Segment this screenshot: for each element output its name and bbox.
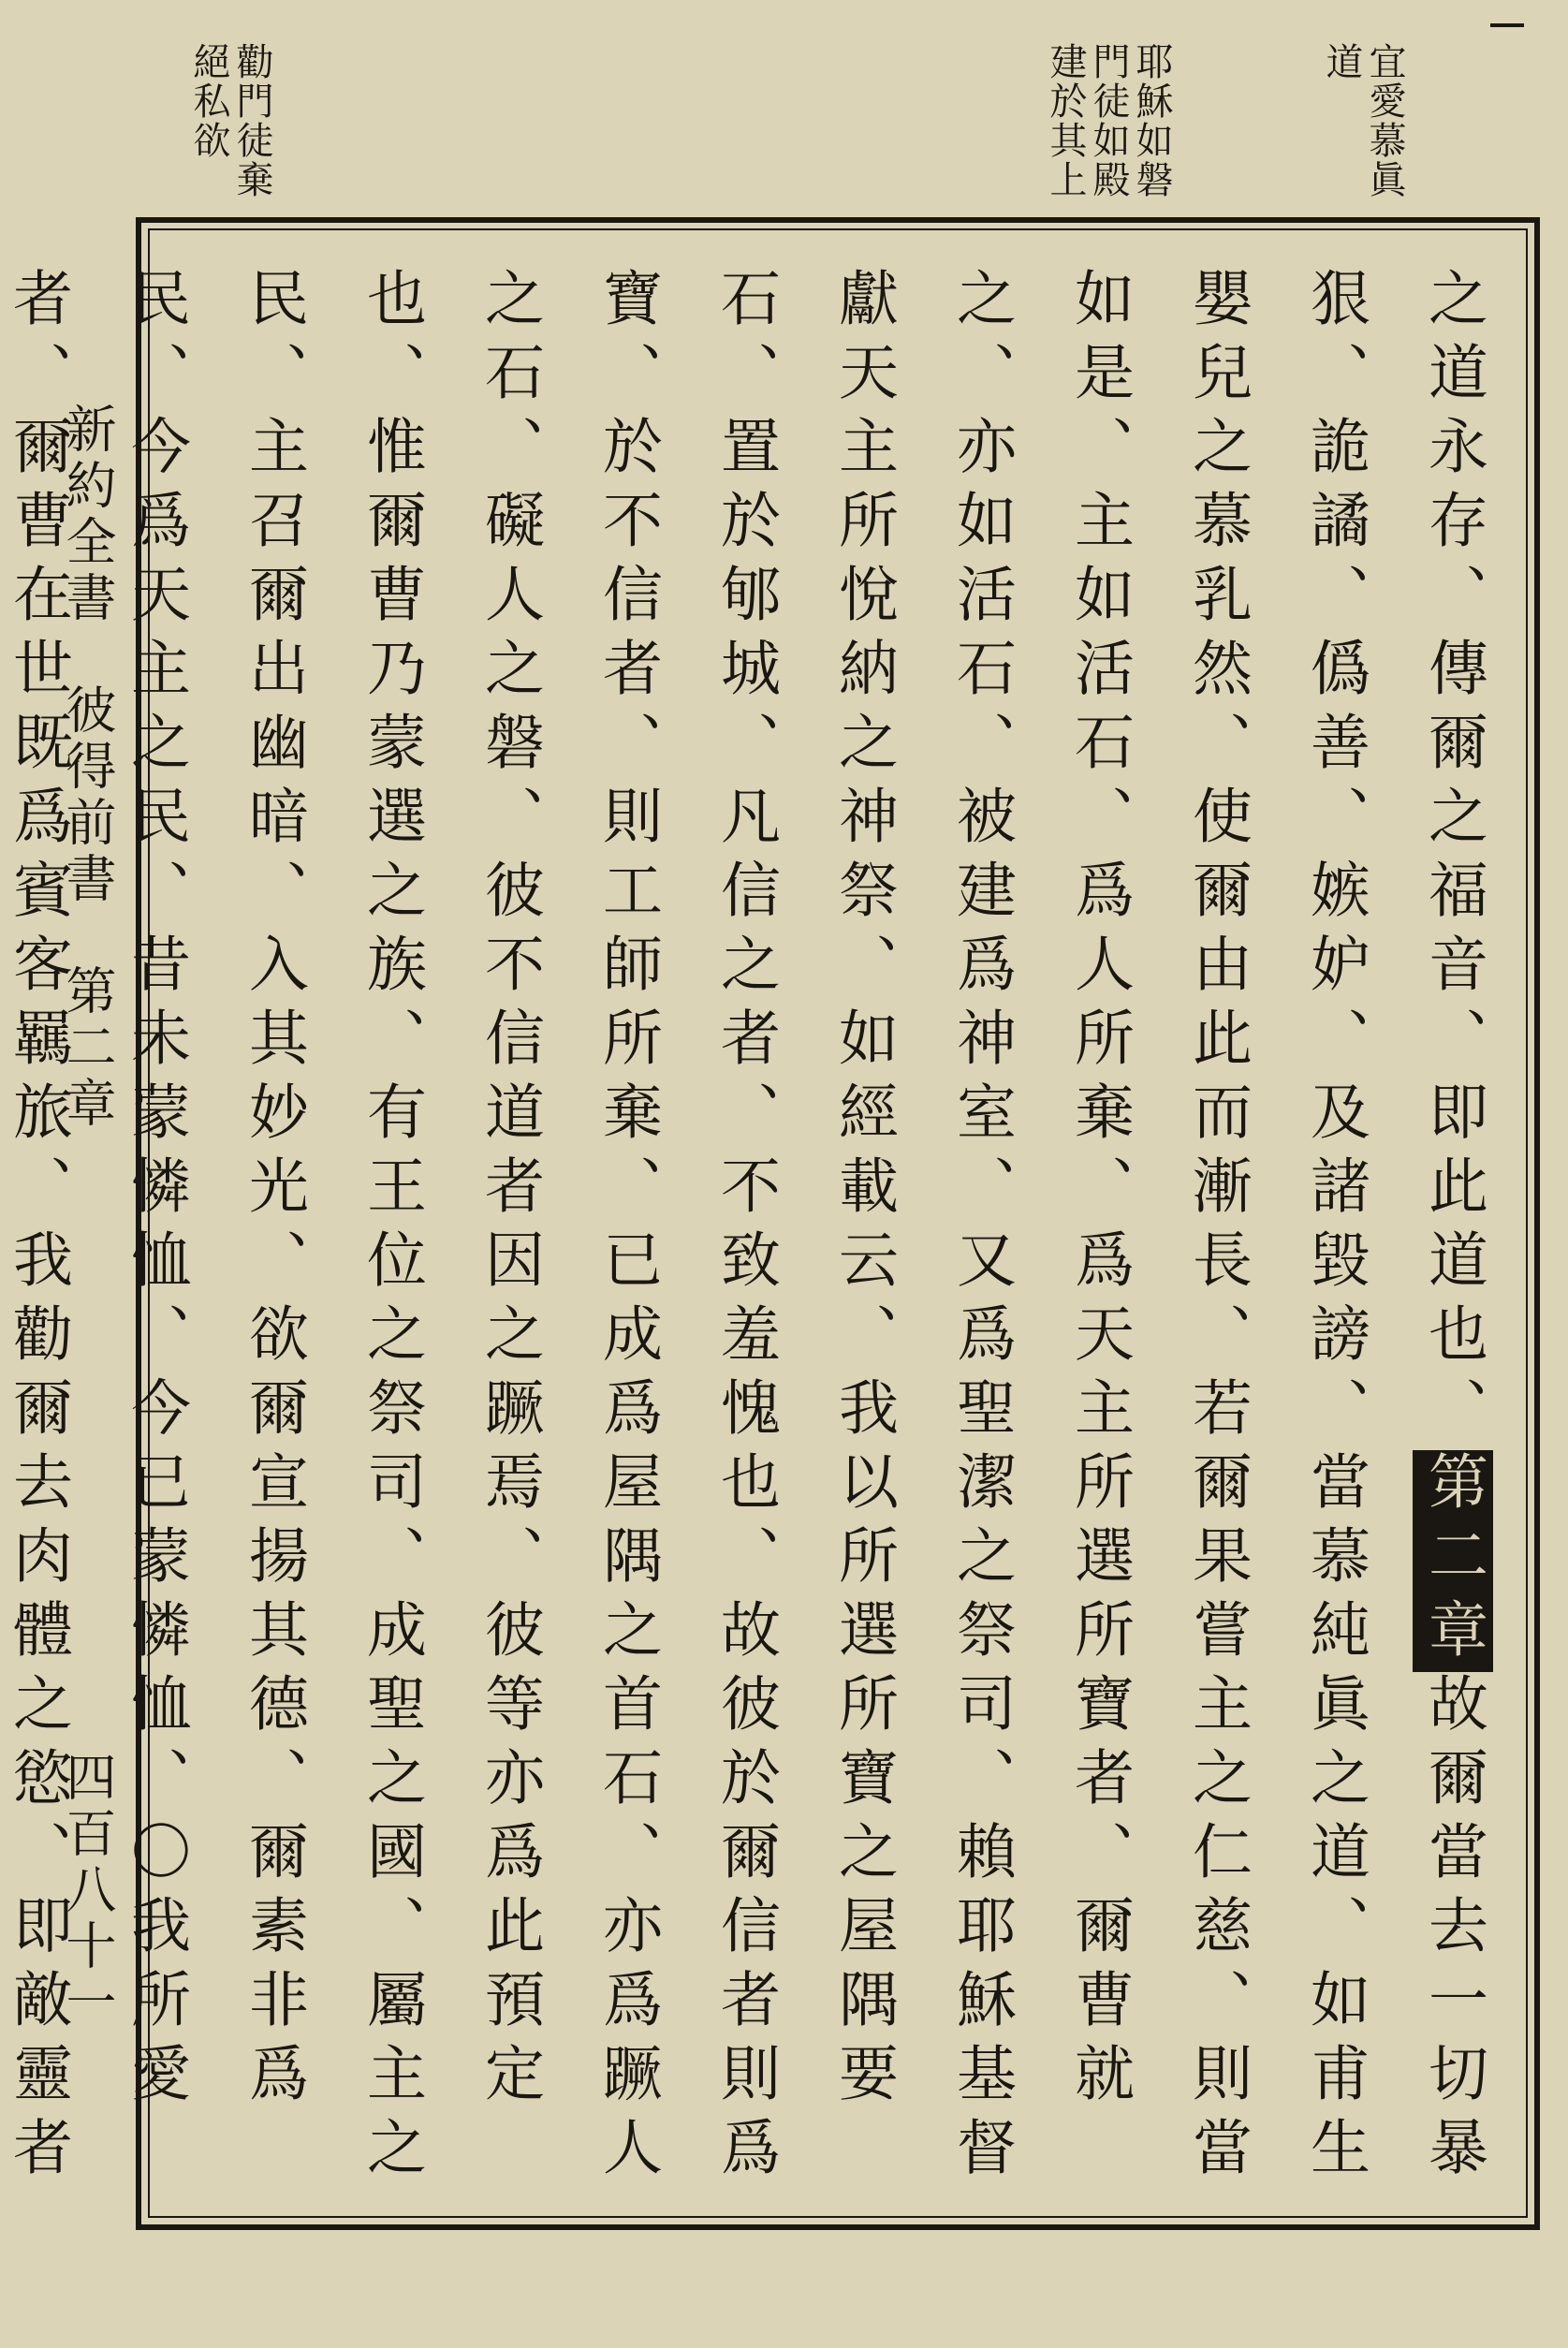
text-after-chapter: 故爾當去一切暴狠、詭譎、僞善、嫉妒、及諸毀謗、當慕純眞之道、如甫生嬰兒之慕乳然、使爾由此而漸長、若爾果嘗主之仁慈、則當如是、主如活石、爲人所棄、爲天主所選所寶者、爾曹就之、亦如活石、被建爲神室、又爲聖潔之祭司、賴耶穌基督獻天主所悅納之神祭、如經載云、我以所選所寶之屋隅要石、置於郇城、凡信之者、不致羞愧也、故彼於爾信者則爲寶、於不信者、則工師所棄、已成爲屋隅之首石、亦爲蹶人之石、礙人之磐、彼不信道者因之蹶焉、彼等亦爲此預定也、惟爾曹乃蒙選之族、有王位之祭司、成聖之國、屬主之民、主召爾出幽暗、入其妙光、欲爾宣揚其德、爾素非爲民、今爲天主之民、昔未蒙憐恤、今已蒙憐恤、〇我所愛者、爾曹在世既爲賓客羈旅、我勸爾去肉體之慾、即敵靈者 <box>3 267 1487 2190</box>
page-number: 四百八十一 <box>58 1751 117 2032</box>
text-before-chapter: 之道永存、傳爾之福音、即此道也、 <box>1418 267 1487 1450</box>
margin-note-2: 耶穌如磐門徒如殿建於其上 <box>1044 42 1173 199</box>
top-dash <box>1490 23 1524 27</box>
chapter-label: 第二章 <box>1413 1450 1493 1672</box>
margin-note-3: 勸門徒棄絕私欲 <box>187 42 273 199</box>
running-title: 新約全書 彼得前書 第二章 <box>58 403 117 1133</box>
margin-note-1: 宜愛慕眞道 <box>1320 42 1406 199</box>
